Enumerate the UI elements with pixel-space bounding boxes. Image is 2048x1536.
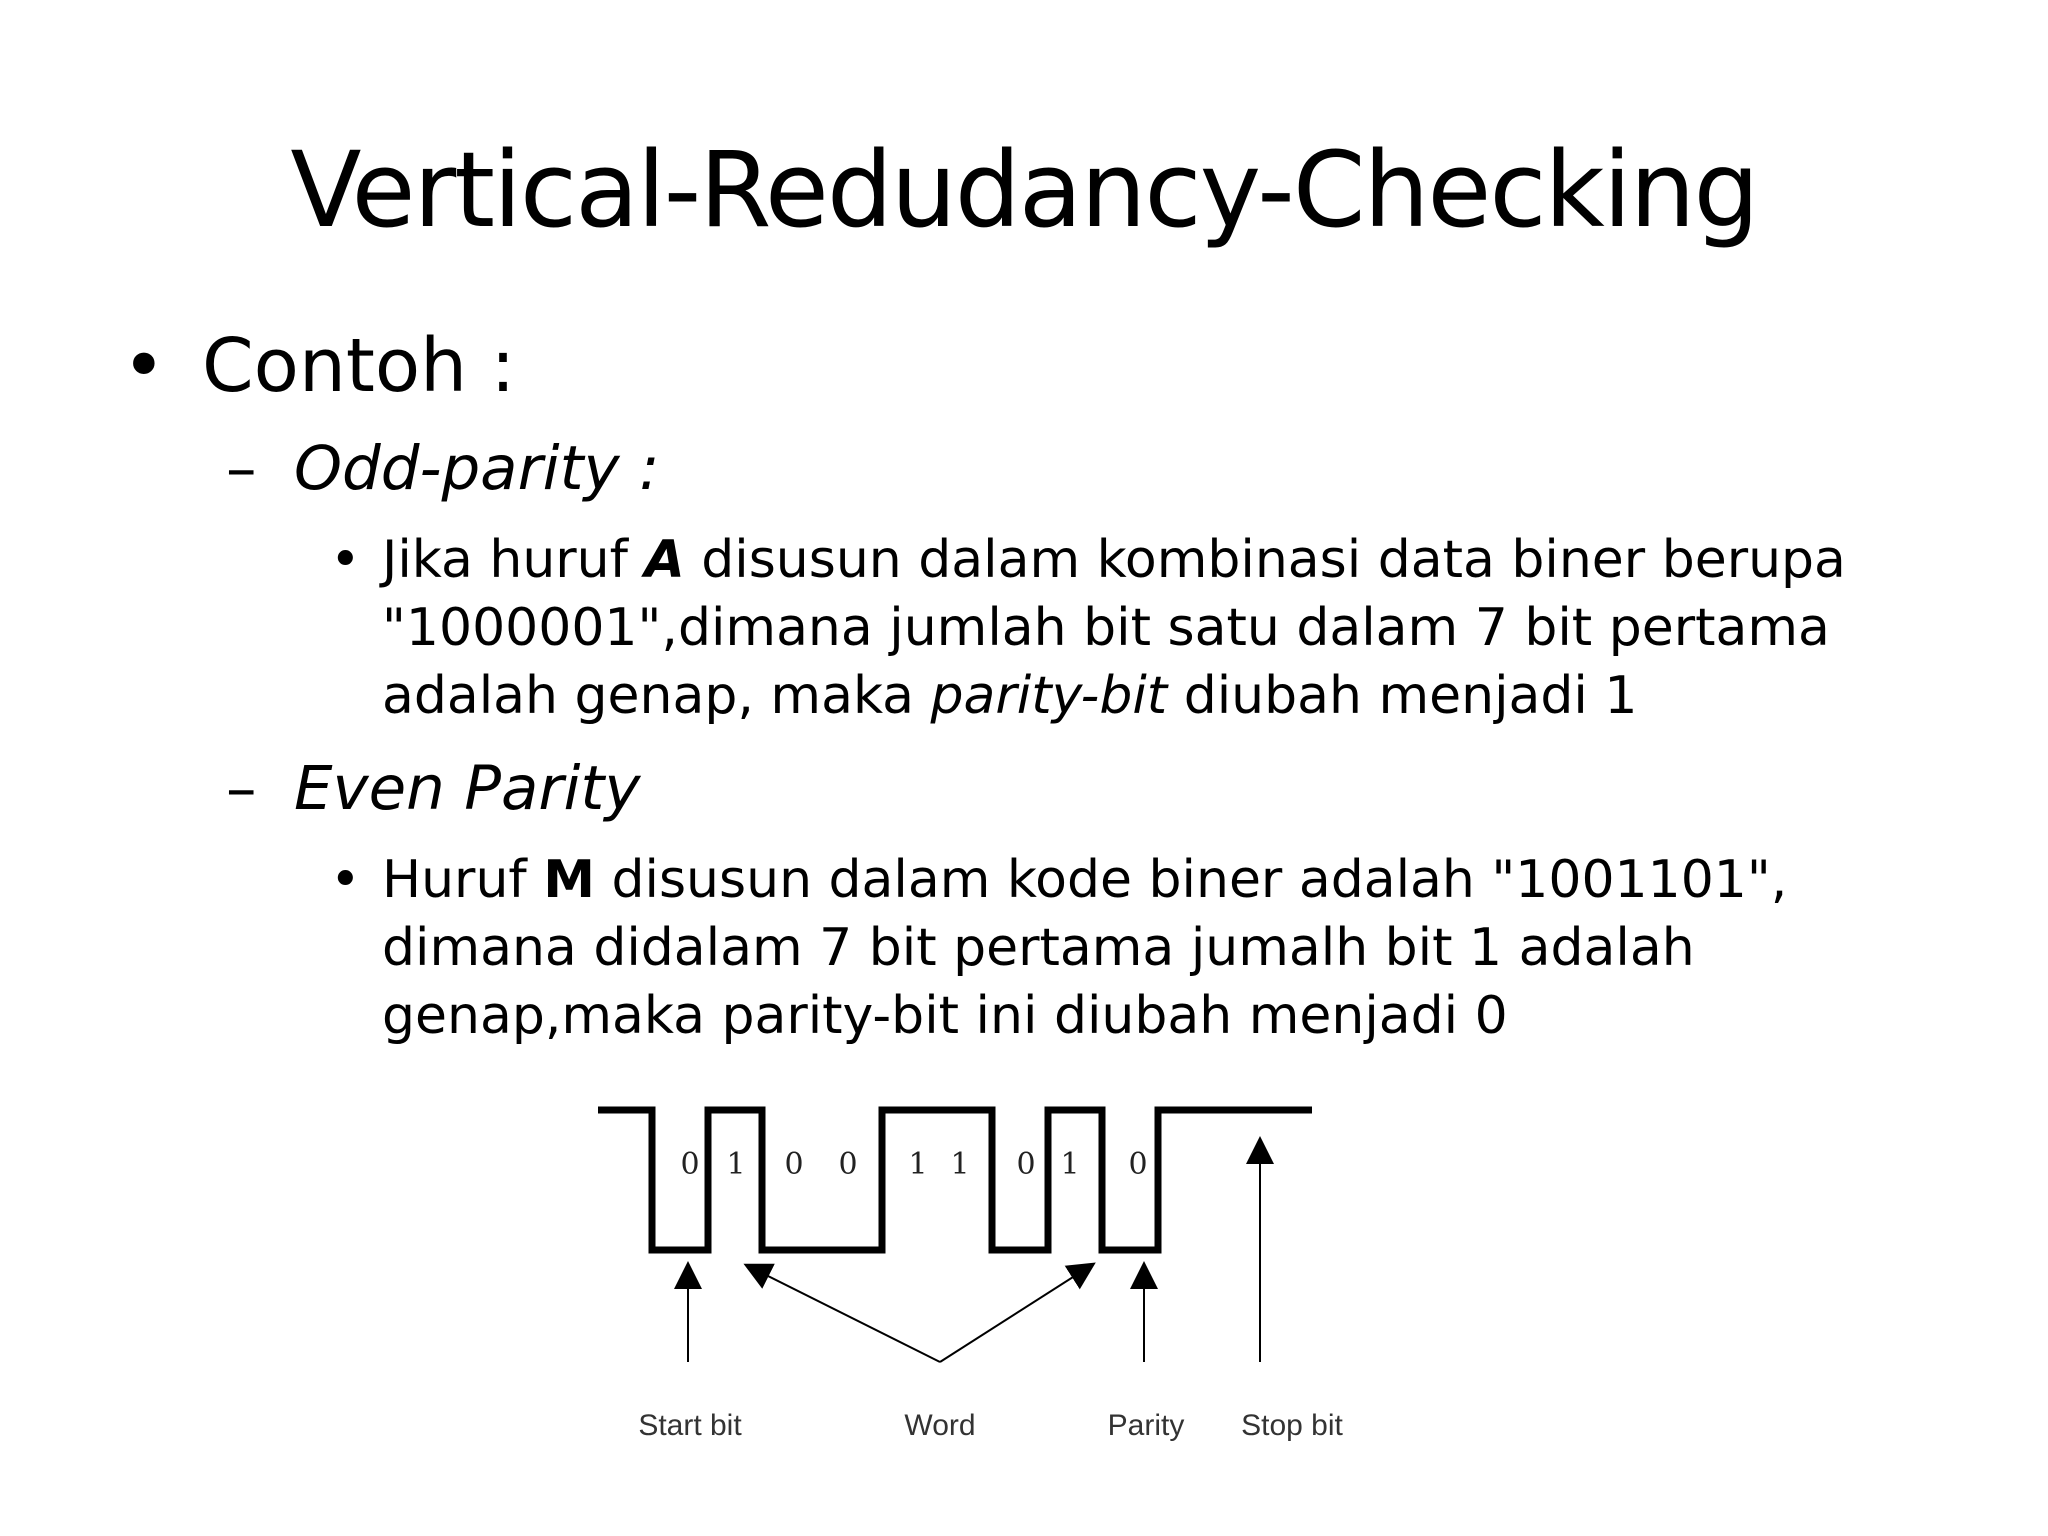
serial-frame-diagram — [590, 1090, 1390, 1490]
bit-2: 0 — [784, 1147, 804, 1182]
even-parity-line-2: dimana didalam 7 bit pertama jumalh bit 1 adalah — [382, 918, 1695, 978]
bit-3: 0 — [838, 1147, 858, 1182]
bullet-contoh-text: Contoh : — [202, 323, 516, 409]
slide-title: Vertical-Redudancy-Checking — [290, 129, 1758, 251]
even-parity-line-1: Huruf M disusun dalam kode biner adalah "1001101", — [382, 850, 1788, 910]
bullet-icon: • — [330, 850, 361, 910]
dash-icon: – — [226, 753, 257, 824]
bullet-icon: • — [330, 530, 361, 590]
word-arrow-left — [756, 1270, 940, 1362]
bullet-icon: • — [122, 323, 166, 409]
bit-0: 0 — [680, 1147, 700, 1182]
bit-6: 0 — [1016, 1147, 1036, 1182]
even-parity-heading-text: Even Parity — [294, 753, 641, 824]
bit-5: 1 — [950, 1147, 970, 1182]
bit-8: 0 — [1128, 1147, 1148, 1182]
bit-1: 1 — [726, 1147, 746, 1182]
odd-parity-line-2: "1000001",dimana jumlah bit satu dalam 7 bit pertama — [382, 598, 1830, 658]
start-bit-label: Start bit — [638, 1409, 742, 1442]
bit-7: 1 — [1060, 1147, 1080, 1182]
bit-4: 1 — [908, 1147, 928, 1182]
word-arrow-right — [940, 1270, 1084, 1362]
parity-label: Parity — [1107, 1409, 1185, 1442]
word-label: Word — [904, 1409, 976, 1442]
odd-parity-heading-text: Odd-parity : — [294, 433, 660, 504]
odd-parity-line-1: Jika huruf A disusun dalam kombinasi data biner berupa — [382, 530, 1846, 590]
even-parity-line-3: genap,maka parity-bit ini diubah menjadi 0 — [382, 986, 1508, 1046]
stop-bit-label: Stop bit — [1241, 1409, 1343, 1442]
dash-icon: – — [226, 433, 257, 504]
odd-parity-line-3: adalah genap, maka parity-bit diubah menjadi 1 — [382, 666, 1638, 726]
